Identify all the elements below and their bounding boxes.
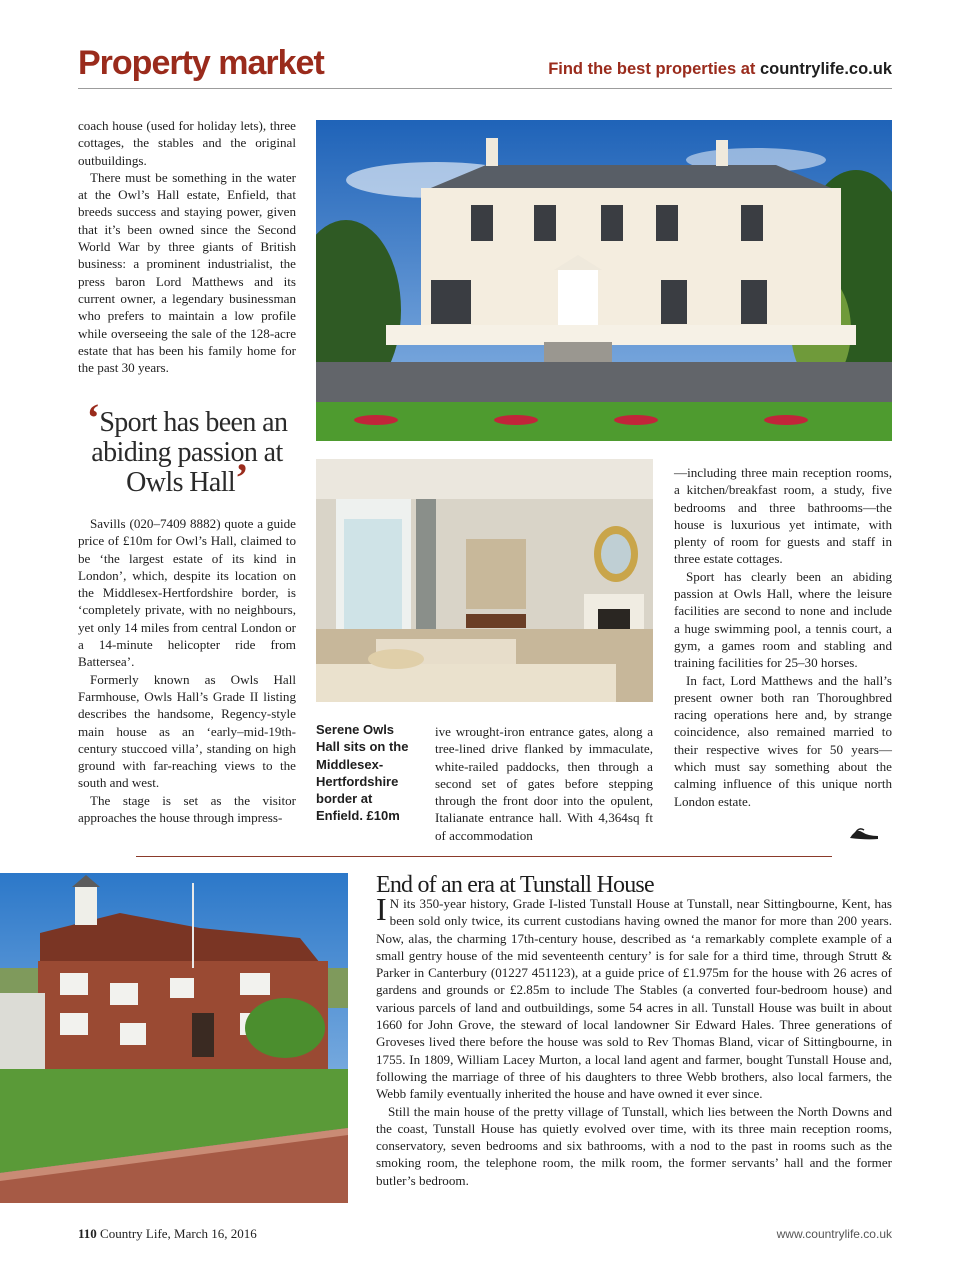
pull-quote: [78, 395, 296, 500]
article1-paragraph: ive wrought-iron entrance gates, along a tree-lined drive flanked by immaculate, white-railed paddocks, then through a second set of gates before stepping through the front door into the opulent, Italianate entrance hall. With 4,364sq ft of accommodation: [435, 724, 653, 843]
article1-paragraph: There must be something in the water at the Owl’s Hall estate, Enfield, that breeds success and staying power, given that it’s been owned since the Second World War by three giants of British business: a prominent industrialist, the press baron Lord Matthews and its current owner, a legendary businessman who prefers to maintain a low profile while overseeing the sale of the 128-acre estate that has been his family home for the past 30 years.: [78, 169, 296, 376]
close-quote-mark: ’: [235, 455, 248, 500]
page-number: 110: [78, 1226, 97, 1241]
article-divider: [136, 856, 832, 857]
pull-quote-text: Sport has been an abiding passion at Owls Hall: [91, 407, 288, 498]
header-site-link[interactable]: [548, 60, 892, 79]
article1-paragraph: Formerly known as Owls Hall Farmhouse, Owls Hall’s Grade II listing describes the handsome, Regency-style main house as an ‘early–mid-19th-century stuccoed villa’, standing on high ground with far-reaching views to the south and west.: [78, 671, 296, 791]
article1-paragraph: coach house (used for holiday lets), three cottages, the stables and the original outbuildings.: [78, 118, 296, 168]
article2-paragraph: Still the main house of the pretty village of Tunstall, which lies between the North Downs and the coast, Tunstall House has quietly evolved over time, with its three main reception rooms, conservatory, seven bedrooms and six bathrooms, with a nod to the past in rooms such as the smoking room, the telephone room, the milk room, the former servants’ hall and the former butler’s bedroom.: [376, 1103, 892, 1188]
article1-paragraph: Savills (020–7409 8882) quote a guide price of £10m for Owl’s Hall, claimed to be ‘the largest estate of its kind in London’, which, despite its location on the Middlesex-Hertfordshire border, is ‘completely private, with no neighbours, yet only 14 miles from central London or a 14-minute helicopter ride from Battersea’.: [78, 516, 296, 670]
article1-paragraph: Sport has clearly been an abiding passion at Owls Hall, where the leisure facilities are second to none and include a huge swimming pool, a tennis court, a gym, a games room and stabling and training facilities for 25–30 horses.: [674, 568, 892, 671]
header-rule: [78, 88, 892, 89]
header-link-site[interactable]: countrylife.co.uk: [759, 60, 892, 78]
section-title: Property market: [78, 44, 324, 82]
header-link-prefix: Find the best properties at: [548, 60, 760, 78]
photo-caption: Serene Owls Hall sits on the Middlesex-Hertfordshire border at Enfield. £10m: [316, 722, 409, 824]
publication-date: Country Life, March 16, 2016: [96, 1226, 257, 1241]
footer-url[interactable]: www.countrylife.co.uk: [776, 1227, 892, 1241]
article1-paragraph: —including three main reception rooms, a kitchen/breakfast room, a study, five bedrooms and three bathrooms—the house is luxurious yet intimate, with plenty of room for guests and staff in three estate cottages.: [674, 465, 892, 567]
tunstall-house-photo: [0, 873, 348, 1203]
article1-paragraph: The stage is set as the visitor approaches the house through impress-: [78, 792, 296, 826]
article1-paragraph: In fact, Lord Matthews and the hall’s present owner both ran Thoroughbred racing operations here and, by strange coincidence, also remained married to their respective wives for 50 years—which must say something about the calming influence of this unique north London estate.: [674, 672, 892, 809]
article1-col1-top: [78, 117, 296, 376]
article2-paragraph: [376, 891, 892, 1103]
end-mark-icon: [848, 826, 880, 847]
article1-col3: [674, 464, 892, 810]
footer-folio: [78, 1226, 257, 1242]
owls-hall-exterior-photo: [316, 120, 892, 441]
drawing-room-photo: [316, 459, 653, 702]
article2-body: [376, 891, 892, 1189]
article2-title: End of an era at Tunstall House: [376, 872, 654, 898]
article2-paragraph-text: N its 350-year history, Grade I-listed Tunstall House at Tunstall, near Sittingbourne, Kent, has been sold only twice, its current custodians having owned the manor for more than 200 years. Now, alas, the charming 17th-century house, described as ‘a remarkably complete example of a small gentry house of the mid seventeenth century’ is for sale for a third time, through Strutt & Parker in Canterbury (01227 451123), at a guide price of £1.975m for the house with 26 acres of gardens and grounds or £2.85m to include The Stables (a converted four-bedroom house) and various parcels of land and outbuildings, some 54 acres in all. Tunstall House was built in about 1660 for John Grove, the steward of local landowner Sir Edward Hales. Three generations of Groveses lived there before the house was sold to Rev Thomas Bland, vicar of Sittingbourne, in 1755. In 1809, William Lacey Murton, a local land agent and farmer, bought Tunstall House and, following the marriage of three of his daughters to three Webb brothers, also local farmers, the Webb family eventually inherited the house and have owned it ever since.: [376, 896, 892, 1102]
open-quote-mark: ‘: [86, 395, 100, 440]
article1-col2: [435, 723, 653, 844]
drop-cap: I: [376, 891, 387, 927]
article1-col1-bottom: [78, 515, 296, 826]
